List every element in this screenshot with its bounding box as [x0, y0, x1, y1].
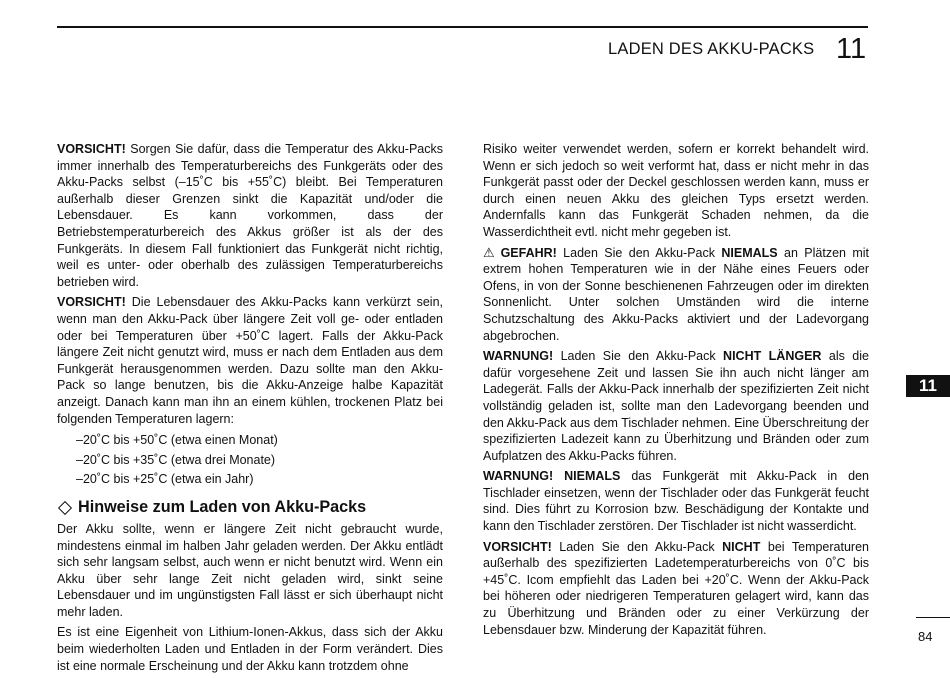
list-item: –20˚C bis +35˚C (etwa drei Monate): [76, 452, 276, 467]
warning-triangle-icon: ⚠: [483, 244, 498, 260]
danger-paragraph: ⚠ GEFAHR! Laden Sie den Akku-Pack NIEMALS an Plätzen mit extrem hohen Temperaturen wie in der Nähe eines Feuers oder Ofens, in von der Sonne beschienenen Fahrzeugen oder im direkten Sonnenlicht. Unter solchen Umständen wird die interne Schutzschaltung des Akku-Packs aktiviert und der Ladevorgang abgebrochen.: [483, 244, 870, 343]
left-column: [57, 141, 443, 678]
page-number: 84: [918, 629, 933, 644]
chapter-tab: 11: [906, 375, 950, 397]
list-item: –20˚C bis +25˚C (etwa ein Jahr): [76, 471, 254, 486]
body-paragraph: Es ist eine Eigenheit von Lithium-Ionen-Akkus, dass sich der Akku beim wiederholten Laden und Entladen in der Form verändert. Dies ist eine normale Erscheinung und der Akku kann trotzdem ohne: [57, 625, 443, 673]
section-title: LADEN DES AKKU-PACKS: [608, 40, 815, 58]
caution-paragraph-2: VORSICHT! Die Lebensdauer des Akku-Packs kann verkürzt sein, wenn man den Akku-Pack über längere Zeit voll ge- oder entladen oder bei Temperaturen über +50˚C lagert. Falls der Akku-Pack längere Zeit nicht genutzt wird, muss er nach dem Entladen aus dem Funkgerät herausgenommen werden. Dazu sollte man den Akku-Pack so lange benutzen, bis die Akku-Anzeige halbe Kapazität anzeigt. Danach kann man ihn an einem kühlen, trockenen Platz bei folgenden Temperaturen lagern:: [57, 295, 443, 426]
section-heading: Hinweise zum Laden von Akku-Packs: [57, 499, 443, 516]
body-paragraph: Risiko weiter verwendet werden, sofern er korrekt behandelt wird. Wenn er sich jedoch so weit verformt hat, dass er nicht mehr in das Funkgerät passt oder der Deckel geschlossen werden kann, muss er durch einen neuen Akku des gleichen Typs ersetzt werden. Andernfalls kann das Funkgerät Schaden nehmen, da die Wasserdichtheit evtl. nicht mehr gegeben ist.: [483, 142, 869, 239]
chapter-number: 11: [836, 33, 867, 65]
right-column: [483, 141, 869, 642]
footer-rule: [916, 617, 950, 618]
warning-paragraph-1: WARNUNG! Laden Sie den Akku-Pack NICHT LÄNGER als die dafür vorgesehene Zeit und lassen Sie ihn auch nicht länger am Ladegerät. Falls der Akku-Pack innerhalb der spezifizierten Zeit nicht vollständig geladen ist, sollte man den Ladevorgang beenden und den Akku-Pack aus dem Tischlader nehmen. Eine Überschreitung der spezifizierten Ladezeit kann zu Überhitzung und Bränden oder zum Aufplatzen des Akku-Packs führen.: [483, 349, 869, 463]
body-paragraph: Der Akku sollte, wenn er längere Zeit nicht gebraucht wurde, mindestens einmal im halben Jahr geladen werden. Der Akku entlädt sich sehr langsam selbst, auch wenn er nicht benutzt wird. Wenn ein Akku über sehr lange Zeit nicht geladen wird, sinkt seine Lebensdauer und im ungünstigsten Fall lässt er sich überhaupt nicht mehr laden.: [57, 521, 443, 619]
storage-temperature-list: [76, 431, 443, 489]
header-rule: [57, 26, 868, 28]
warning-paragraph-2: WARNUNG! NIEMALS das Funkgerät mit Akku-Pack in den Tischlader einsetzen, wenn der Tischlader oder das Funkgerät feucht sind. Dies führt zu Korrosion bzw. Beschädigung der Kontakte und kann den Tischlader zerstören. Der Tischlader ist nicht wasserdicht.: [483, 469, 869, 534]
diamond-icon: [58, 501, 72, 515]
caution-paragraph-3: VORSICHT! Laden Sie den Akku-Pack NICHT bei Temperaturen außerhalb des spezifizierten Ladetemperaturbereichs von 0˚C bis +45˚C. Icom empfiehlt das Laden bei +20˚C. Wenn der Akku-Pack bei höheren oder niedrigeren Temperaturen gelagert wird, kann das zu Überhitzung und Bränden oder zu einer Verkürzung der Lebensdauer bzw. Minderung der Kapazität führen.: [483, 539, 869, 637]
caution-paragraph-1: VORSICHT! Sorgen Sie dafür, dass die Temperatur des Akku-Packs immer innerhalb des Temperaturbereichs des Funkgeräts oder des Akku-Packs selbst (–15˚C bis +55˚C) bleibt. Bei Temperaturen außerhalb dieser Grenzen sinkt die Kapazität und/oder die Lebensdauer. Es kann vorkommen, dass der Betriebstemperaturbereich des Akkus größer ist als der des Funkgeräts. In diesem Fall funktioniert das Funkgerät nicht richtig, weil es unter- oder oberhalb des zulässigen Temperaturbereichs betrieben wird.: [57, 142, 443, 289]
list-item: –20˚C bis +50˚C (etwa einen Monat): [76, 433, 278, 448]
